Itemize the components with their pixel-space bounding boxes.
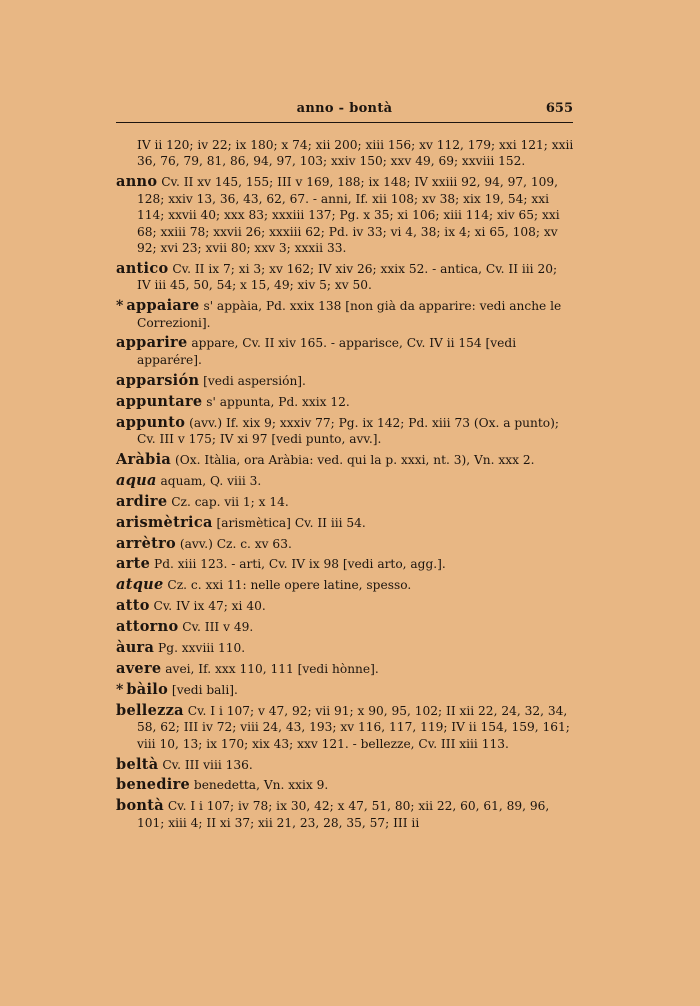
entry-text: Pg. xxviii 110. xyxy=(154,641,246,656)
entry-headword: antico xyxy=(116,259,169,277)
entry-text: Cv. II ix 7; xi 3; xv 162; IV xiv 26; xxix 52. - antica, Cv. II iii 20; IV iii 45, 50, 54; x 15, 49; xiv 5; xv 50. xyxy=(137,261,558,293)
entry-text: Cv. IV ix 47; xi 40. xyxy=(149,599,266,614)
entry-text: (Ox. Itàlia, ora Aràbia: ved. qui la p. xxxi, nt. 3), Vn. xxx 2. xyxy=(171,452,535,467)
dictionary-entry xyxy=(116,536,574,552)
entry-text: Pd. xiii 123. - arti, Cv. IV ix 98 [vedi arto, agg.]. xyxy=(150,557,446,572)
entry-headword: bellezza xyxy=(116,701,184,719)
dictionary-entry xyxy=(116,619,574,635)
entry-headword: anno xyxy=(116,173,158,191)
dictionary-entry xyxy=(116,757,574,773)
entry-headword: bàilo xyxy=(126,680,169,698)
entry-headword: benedire xyxy=(116,776,191,794)
page-number: 655 xyxy=(545,101,573,116)
entry-headword: appaiare xyxy=(126,297,200,315)
entry-star-marker: * xyxy=(116,298,124,315)
entry-text: Cz. cap. vii 1; x 14. xyxy=(167,494,289,509)
dictionary-entry xyxy=(116,703,574,752)
entry-text: s' appunta, Pd. xxix 12. xyxy=(202,394,350,409)
entry-text: aquam, Q. viii 3. xyxy=(156,473,262,488)
dictionary-entry xyxy=(116,661,574,677)
dictionary-entry xyxy=(116,556,574,572)
dictionary-entry xyxy=(116,515,574,531)
entry-text: IV ii 120; iv 22; ix 180; x 74; xii 200; xiii 156; xv 112, 179; xxi 121; xxii 36, 76, 79, 81, 86, 94, 97, 103; xxiv 150; xxv 49, 69; xxviii 152. xyxy=(137,138,574,169)
dictionary-entry xyxy=(116,373,574,389)
dictionary-entry xyxy=(116,394,574,410)
entry-headword: apparire xyxy=(116,334,188,352)
entry-text: appare, Cv. II xiv 165. - apparisce, Cv. IV ii 154 [vedi apparére]. xyxy=(137,336,517,367)
dictionary-entry xyxy=(116,682,574,698)
entry-text: s' appàia, Pd. xxix 138 [non già da apparire: vedi anche le Correzioni]. xyxy=(137,299,562,330)
entry-headword: arte xyxy=(116,555,151,573)
entry-headword: aqua xyxy=(116,471,157,489)
entry-text: (avv.) If. xix 9; xxxiv 77; Pg. ix 142; Pd. xiii 73 (Ox. a punto); Cv. III v 175; IV xi 97 [vedi punto, avv.]. xyxy=(137,415,559,446)
dictionary-entry xyxy=(116,598,574,614)
entry-text: Cv. III viii 136. xyxy=(158,757,253,772)
entry-headword: apparsión xyxy=(116,371,200,389)
entry-headword: appuntare xyxy=(116,392,203,410)
entry-text: [vedi aspersión]. xyxy=(199,373,306,388)
entry-star-marker: * xyxy=(116,681,124,698)
dictionary-entry xyxy=(116,577,574,593)
entry-headword: avere xyxy=(116,659,162,677)
entry-headword: arismètrica xyxy=(116,513,213,531)
entry-headword: beltà xyxy=(116,755,159,773)
dictionary-entry xyxy=(116,777,574,793)
entry-text: Cv. II xv 145, 155; III v 169, 188; ix 148; IV xxiii 92, 94, 97, 109, 128; xxiv 13, 36, 43, 62, 67. - anni, If. xii 108; xv 38; xix 19, 54; xxi 114; xxvii 40; xxx 83; xxxiii 137; Pg. x 35; xi 106; xiii 114; xiv 65; xxi 68; xxiii 78; xxvii 26; xxxiii 62; Pd. iv 33; vi 4, 38; ix 4; xi 65, 108; xv 92; xvi 23; xvii 80; xxv 3; xxxii 33. xyxy=(137,175,560,255)
entry-headword: bontà xyxy=(116,797,164,815)
entry-text: Cv. I i 107; v 47, 92; vii 91; x 90, 95, 102; II xii 22, 24, 32, 34, 58, 62; III iv 72; viii 24, 43, 193; xv 116, 117, 119; IV ii 154, 159, 161; viii 10, 13; ix 170; xix 43; xxv 121. - bellezze, Cv. III xiii 113. xyxy=(137,703,570,751)
entry-text: Cz. c. xxi 11: nelle opere latine, spesso. xyxy=(163,578,412,593)
dictionary-entry xyxy=(116,137,574,170)
dictionary-entry xyxy=(116,798,574,831)
dictionary-entry xyxy=(116,452,574,468)
dictionary-entry xyxy=(116,174,574,256)
dictionary-entry xyxy=(116,261,574,294)
entry-headword: appunto xyxy=(116,413,186,431)
entry-text: benedetta, Vn. xxix 9. xyxy=(190,778,329,793)
entry-headword: atto xyxy=(116,597,150,615)
entry-list xyxy=(116,137,574,836)
entry-text: (avv.) Cz. c. xv 63. xyxy=(176,536,292,551)
entry-text: Cv. I i 107; iv 78; ix 30, 42; x 47, 51, 80; xii 22, 60, 61, 89, 96, 101; xiii 4; II xi 37; xii 21, 23, 28, 35, 57; III ii xyxy=(137,799,550,830)
running-title: anno - bontà xyxy=(296,101,393,116)
dictionary-entry xyxy=(116,335,574,368)
entry-text: [vedi bali]. xyxy=(168,682,238,697)
entry-text: avei, If. xxx 110, 111 [vedi hònne]. xyxy=(161,661,379,676)
dictionary-entry xyxy=(116,415,574,448)
dictionary-entry xyxy=(116,494,574,510)
dictionary-entry xyxy=(116,640,574,656)
entry-headword: àura xyxy=(116,639,155,657)
running-header xyxy=(116,100,573,123)
dictionary-entry xyxy=(116,298,574,331)
dictionary-entry xyxy=(116,473,574,489)
entry-text: [arismètica] Cv. II iii 54. xyxy=(212,515,366,530)
entry-headword: atque xyxy=(116,576,164,594)
entry-headword: attorno xyxy=(116,618,179,636)
entry-headword: Aràbia xyxy=(116,450,172,468)
entry-headword: ardire xyxy=(116,492,168,510)
entry-headword: arrètro xyxy=(116,534,177,552)
entry-text: Cv. III v 49. xyxy=(178,620,254,635)
